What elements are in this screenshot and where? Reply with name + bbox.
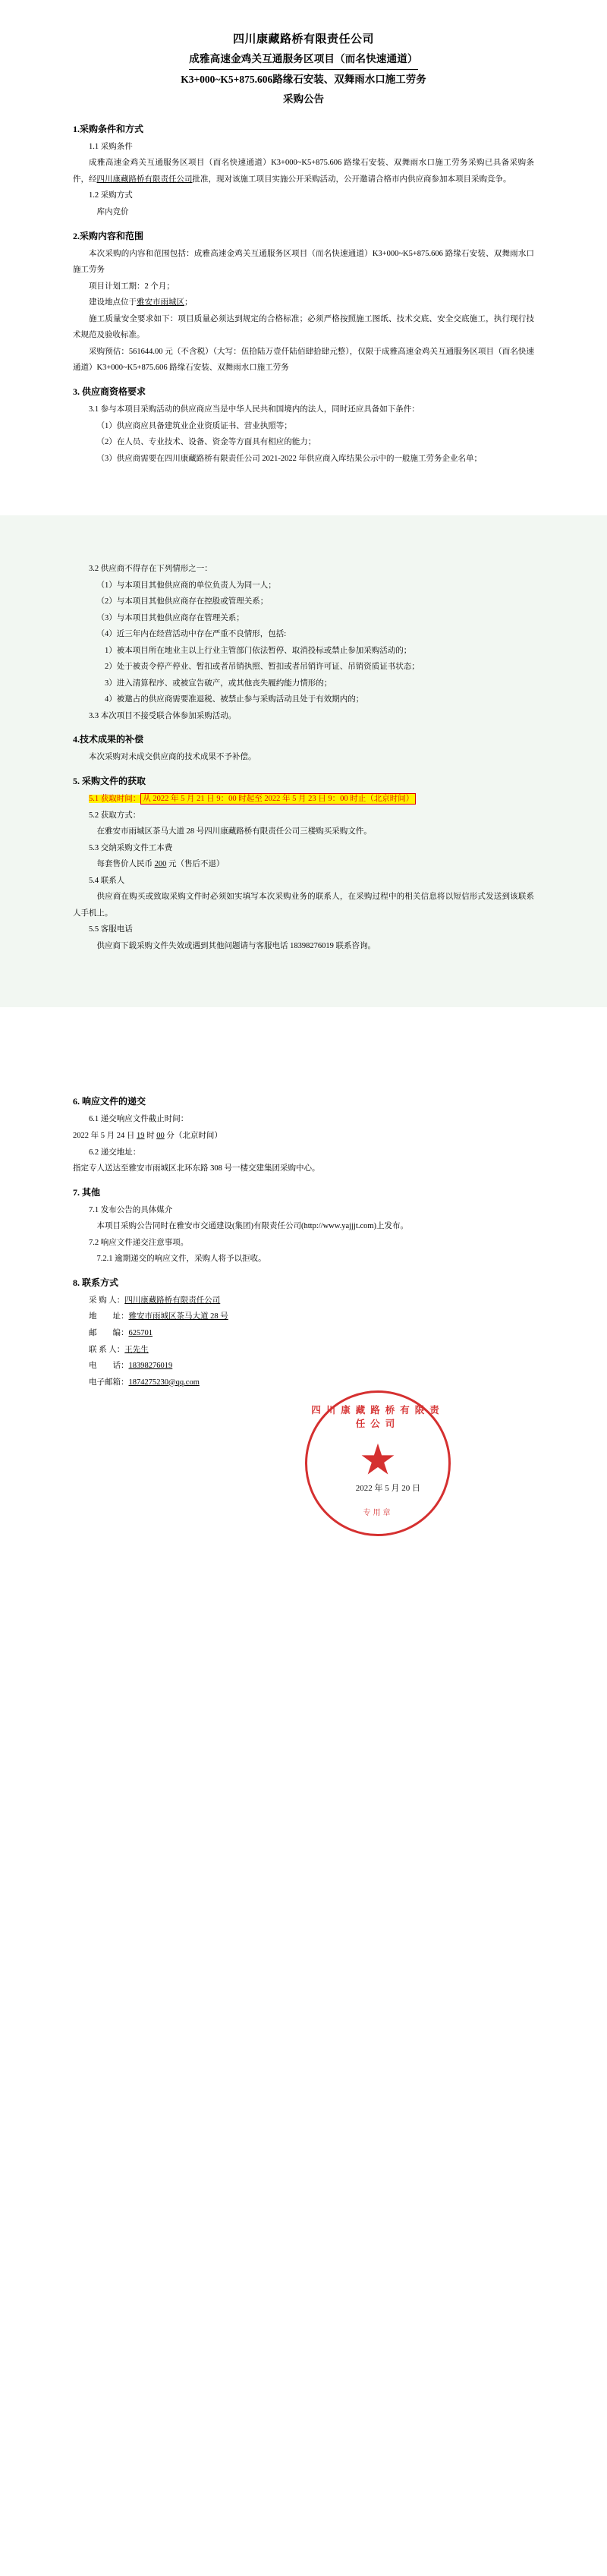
paragraph-3-2-d: （4）近三年内在经营活动中存在严重不良情形，包括: bbox=[96, 630, 287, 639]
contact-row-email bbox=[73, 1375, 534, 1391]
contact-label-address: 地 址： bbox=[89, 1312, 129, 1321]
acquire-time-label: 5.1 获取时间： bbox=[89, 795, 141, 804]
paragraph-3-2-d-2: 2）处于被责令停产停业、暂扣或者吊销执照、暂扣或者吊销许可证、吊销资质证书状态； bbox=[105, 663, 420, 672]
contact-value-address: 雅安市雨城区茶马大道 28 号 bbox=[128, 1312, 228, 1321]
paragraph-1-1: 成雅高速金鸡关互通服务区项目（而名快速通道）K3+000~K5+875.606 路缘石安装、双舞雨水口施工劳务采购已具备采购条件，经四川康藏路桥有限责任公司批准，现对该施工项目实施公开采购活动，公开邀请合格市内供应商参加本项目采购竞争。 bbox=[73, 159, 534, 184]
section-heading-2: 2.采购内容和范围 bbox=[73, 230, 144, 241]
paragraph-5-3-detail: 每套售价人民币 200 元（售后不退） bbox=[96, 860, 225, 869]
paragraph-5-3: 5.3 交纳采购文件工本费 bbox=[89, 843, 173, 852]
paragraph-3-3: 3.3 本次项目不接受联合体参加采购活动。 bbox=[89, 711, 237, 720]
company-seal-icon bbox=[305, 1390, 451, 1536]
paragraph-6-1-value: 2022 年 5 月 24 日 19 时 00 分（北京时间） bbox=[73, 1131, 222, 1140]
contact-value-postcode: 625701 bbox=[128, 1329, 153, 1337]
paragraph-3-2-d-4: 4）被邀占的供应商需要准退税、被禁止参与采购活动且处于有效期内的； bbox=[105, 695, 364, 704]
contact-value-purchaser: 四川康藏路桥有限责任公司 bbox=[124, 1296, 221, 1305]
contact-label-purchaser: 采 购 人： bbox=[89, 1296, 125, 1305]
contact-label-phone: 电 话： bbox=[89, 1362, 129, 1371]
paragraph-5-2: 5.2 获取方式： bbox=[89, 811, 141, 820]
contact-label-email: 电子邮箱： bbox=[89, 1378, 129, 1387]
paragraph-6-1: 6.1 递交响应文件截止时间： bbox=[89, 1115, 189, 1124]
seal-top-text: 四川康藏路桥有限责任公司 bbox=[311, 1405, 445, 1430]
section-heading-7: 7. 其他 bbox=[73, 1186, 101, 1198]
contact-label-person: 联 系 人： bbox=[89, 1345, 125, 1354]
paragraph-3-2-d-3: 3）进入清算程序、或被宣告破产，或其他丧失履约能力情形的； bbox=[105, 679, 332, 688]
section-sub-1-1: 1.1 采购条件 bbox=[89, 142, 133, 151]
section-heading-5: 5. 采购文件的获取 bbox=[73, 775, 146, 786]
paragraph-3-1-c: （3）供应商需要在四川康藏路桥有限责任公司 2021-2022 年供应商入库结果公示中的一般施工劳务企业名单； bbox=[96, 454, 482, 463]
paragraph-7-2-1: 7.2.1 逾期递交的响应文件，采购人将予以拒收。 bbox=[96, 1255, 266, 1264]
section-heading-3: 3. 供应商资格要求 bbox=[73, 386, 146, 397]
seal-star-icon: ★ bbox=[360, 1441, 395, 1480]
contact-row-phone bbox=[73, 1358, 534, 1375]
paragraph-7-1-detail: 本项目采购公告同时在雅安市交通建设(集团)有限责任公司(http://www.yajjjt.com)上发布。 bbox=[96, 1222, 409, 1231]
footer-spacer bbox=[73, 1550, 534, 1641]
paragraph-2-2: 项目计划工期：2 个月； bbox=[89, 282, 175, 291]
paragraph-7-2: 7.2 响应文件递交注意事项。 bbox=[89, 1238, 189, 1247]
paragraph-4-1: 本次采购对未成交供应商的技术成果不予补偿。 bbox=[89, 753, 256, 762]
paragraph-3-2-d-1: 1）被本项目所在地业主以上行业主管部门依法暂停、取消投标或禁止参加采购活动的； bbox=[105, 646, 412, 655]
contact-value-email: 1874275230@qq.com bbox=[128, 1378, 200, 1387]
paragraph-2-4: 施工质量安全要求如下：项目质量必须达到规定的合格标准；必须严格按照施工图纸、技术交底、安全交底施工，执行现行技术规范及验收标准。 bbox=[73, 314, 534, 340]
contact-row-postcode bbox=[73, 1325, 534, 1342]
seal-area bbox=[73, 1390, 534, 1550]
paragraph-5-2-detail: 在雅安市雨城区茶马大道 28 号四川康藏路桥有限责任公司三楼购买采购文件。 bbox=[96, 827, 372, 836]
paragraph-3-2: 3.2 供应商不得存在下列情形之一： bbox=[89, 565, 212, 574]
paragraph-3-2-c: （3）与本项目其他供应商存在管理关系； bbox=[96, 613, 244, 622]
page-break-2 bbox=[0, 1007, 607, 1056]
contact-label-postcode: 邮 编： bbox=[89, 1329, 129, 1337]
section-heading-6: 6. 响应文件的递交 bbox=[73, 1096, 146, 1107]
document-sheet-1 bbox=[0, 0, 607, 467]
paragraph-5-1 bbox=[73, 791, 534, 808]
contact-value-phone: 18398276019 bbox=[128, 1362, 173, 1371]
paragraph-3-1-b: （2）在人员、专业技术、设备、资金等方面具有相应的能力； bbox=[96, 438, 316, 447]
contact-row-purchaser bbox=[73, 1293, 534, 1309]
paragraph-3-1-a: （1）供应商应具备建筑业企业资质证书、营业执照等； bbox=[96, 421, 292, 430]
paragraph-2-3: 建设地点位于雅安市雨城区； bbox=[89, 298, 193, 307]
paragraph-3-2-b: （2）与本项目其他供应商存在控股或管理关系； bbox=[96, 597, 269, 606]
doc-title-line-2: K3+000~K5+875.606路缘石安装、双舞雨水口施工劳务 bbox=[181, 74, 426, 86]
paragraph-2-5: 采购预估：561644.00 元（不含税）（大写：伍拾陆万壹仟陆佰肆拾肆元整），仅限于成雅高速金鸡关互通服务区项目（而名快速通道）K3+000~K5+875.606 路缘石安装、双舞雨水口施工劳务 bbox=[73, 347, 534, 373]
paragraph-5-5: 5.5 客服电话 bbox=[89, 925, 133, 934]
contact-row-address bbox=[73, 1308, 534, 1325]
seal-date: 2022 年 5 月 20 日 bbox=[355, 1484, 420, 1494]
section-heading-8: 8. 联系方式 bbox=[73, 1277, 119, 1288]
company-name: 四川康藏路桥有限责任公司 bbox=[232, 33, 374, 46]
paragraph-7-1: 7.1 发布公告的具体媒介 bbox=[89, 1205, 173, 1214]
paragraph-5-4-detail: 供应商在购买或致取采购文件时必须如实填写本次采购业务的联系人，在采购过程中的相关信息将以短信形式发送到该联系人手机上。 bbox=[73, 893, 534, 918]
paragraph-3-1: 3.1 参与本项目采购活动的供应商应当是中华人民共和国境内的法人，同时还应具备如下条件： bbox=[89, 405, 420, 414]
document-header bbox=[73, 0, 534, 109]
paragraph-5-5-detail: 供应商下载采购文件失效或遇到其他问题请与客服电话 18398276019 联系咨询。 bbox=[96, 941, 376, 950]
contact-value-person: 王先生 bbox=[124, 1345, 149, 1354]
acquire-time-value: 从 2022 年 5 月 21 日 9：00 时起至 2022 年 5 月 23 日 9：00 时止（北京时间） bbox=[140, 793, 416, 805]
paragraph-3-2-a: （1）与本项目其他供应商的单位负责人为同一人； bbox=[96, 581, 276, 590]
seal-bottom-text: 专用章 bbox=[363, 1509, 393, 1518]
paragraph-2-1: 本次采购的内容和范围包括：成雅高速金鸡关互通服务区项目（而名快速通道）K3+000~K5+875.606 路缘石安装、双舞雨水口施工劳务 bbox=[73, 249, 534, 275]
paragraph-1-2: 库内竞价 bbox=[96, 208, 129, 216]
paragraph-6-2-value: 指定专人送达至雅安市雨城区北环东路 308 号一楼交建集团采购中心。 bbox=[73, 1164, 320, 1173]
section-heading-4: 4.技术成果的补偿 bbox=[73, 734, 144, 745]
paragraph-5-4: 5.4 联系人 bbox=[89, 876, 125, 885]
section-heading-1: 1.采购条件和方式 bbox=[73, 123, 144, 134]
page-break-1 bbox=[0, 467, 607, 515]
contact-row-person bbox=[73, 1342, 534, 1359]
doc-title-line-1-text: 成雅高速金鸡关互通服务区项目（而名快速通道） bbox=[189, 50, 417, 71]
document-sheet-3 bbox=[0, 1056, 607, 1641]
section-sub-1-2: 1.2 采购方式 bbox=[89, 191, 133, 200]
doc-title-line-1 bbox=[73, 50, 534, 71]
doc-title-line-3: 采购公告 bbox=[283, 93, 324, 105]
document-sheet-2 bbox=[0, 515, 607, 1007]
paragraph-6-2: 6.2 递交地址： bbox=[89, 1148, 141, 1157]
